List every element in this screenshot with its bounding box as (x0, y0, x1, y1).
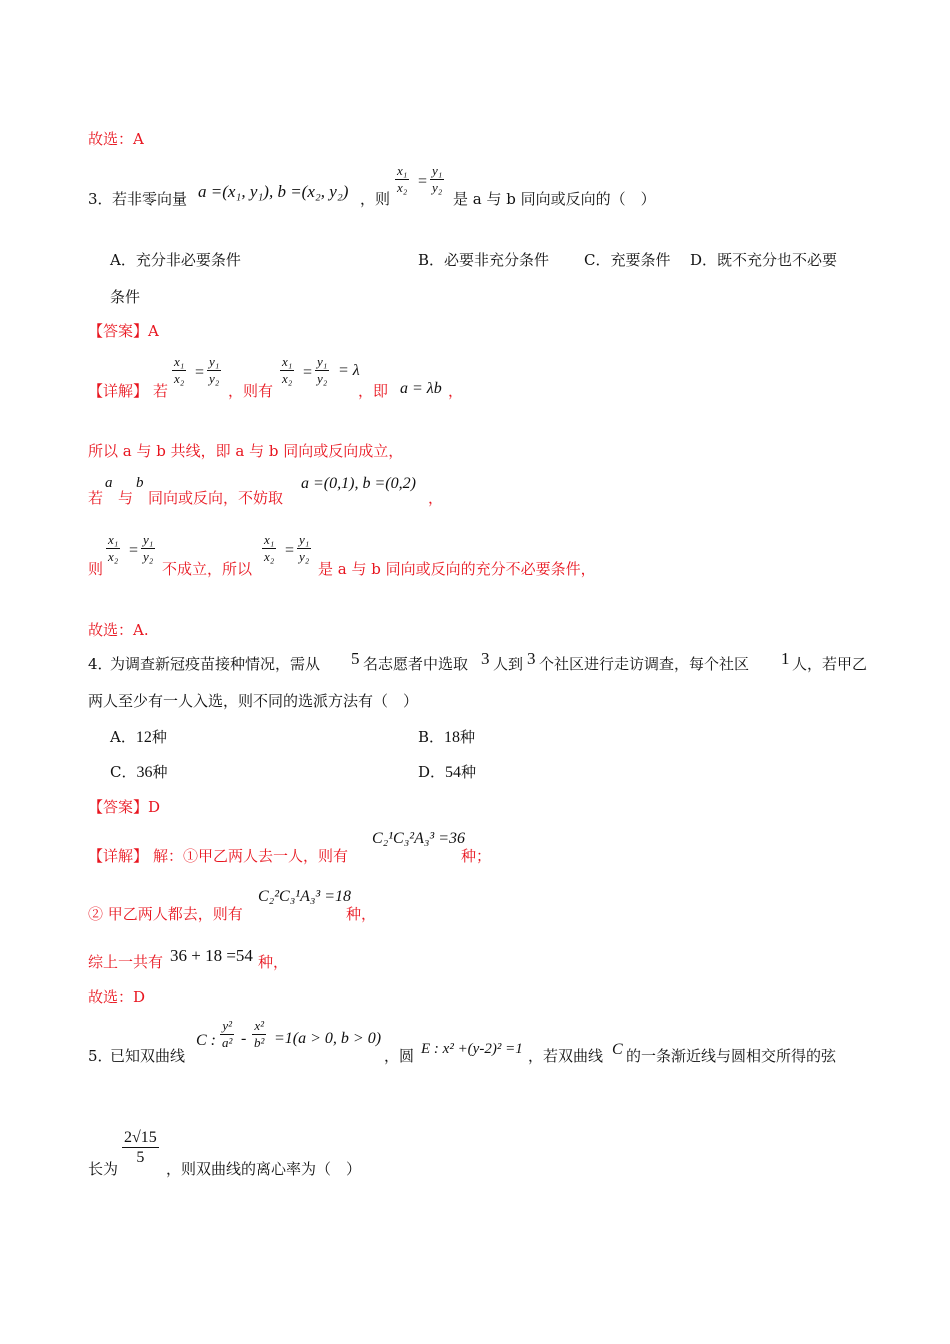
q4-option-d: D．54种 (418, 763, 477, 781)
prev-answer: 故选：A (88, 130, 144, 148)
q4-option-b: B．18种 (418, 728, 476, 746)
q4-stem-line2: 两人至少有一人入选，则不同的选派方法有（ ） (88, 692, 419, 710)
q3-answer: 【答案】A (88, 322, 159, 340)
q3-option-a: A．充分非必要条件 (110, 251, 241, 269)
q3-final: 故选：A. (88, 621, 149, 639)
q4-option-c: C．36种 (110, 763, 168, 781)
q4-option-a: A．12种 (110, 728, 167, 746)
q5-chord-length: 2√15 5 (124, 1129, 157, 1167)
q3-option-d: D．既不充分也不必要 (690, 251, 838, 269)
q3-option-d-cont: 条件 (110, 288, 141, 306)
q4-answer: 【答案】D (88, 798, 161, 816)
q3-option-b: B．必要非充分条件 (418, 251, 550, 269)
q3-detail-2: 所以 a 与 b 共线，即 a 与 b 同向或反向成立， (88, 442, 404, 460)
q3-frac-x: x₁ x₂ (397, 163, 408, 195)
q3-option-c: C．充要条件 (584, 251, 671, 269)
q3-frac-y: y₁ y₂ (432, 163, 443, 195)
q4-final: 故选：D (88, 988, 146, 1006)
q3-vectors: a =(x₁, y₁), b =(x₂, y₂) (198, 182, 349, 201)
